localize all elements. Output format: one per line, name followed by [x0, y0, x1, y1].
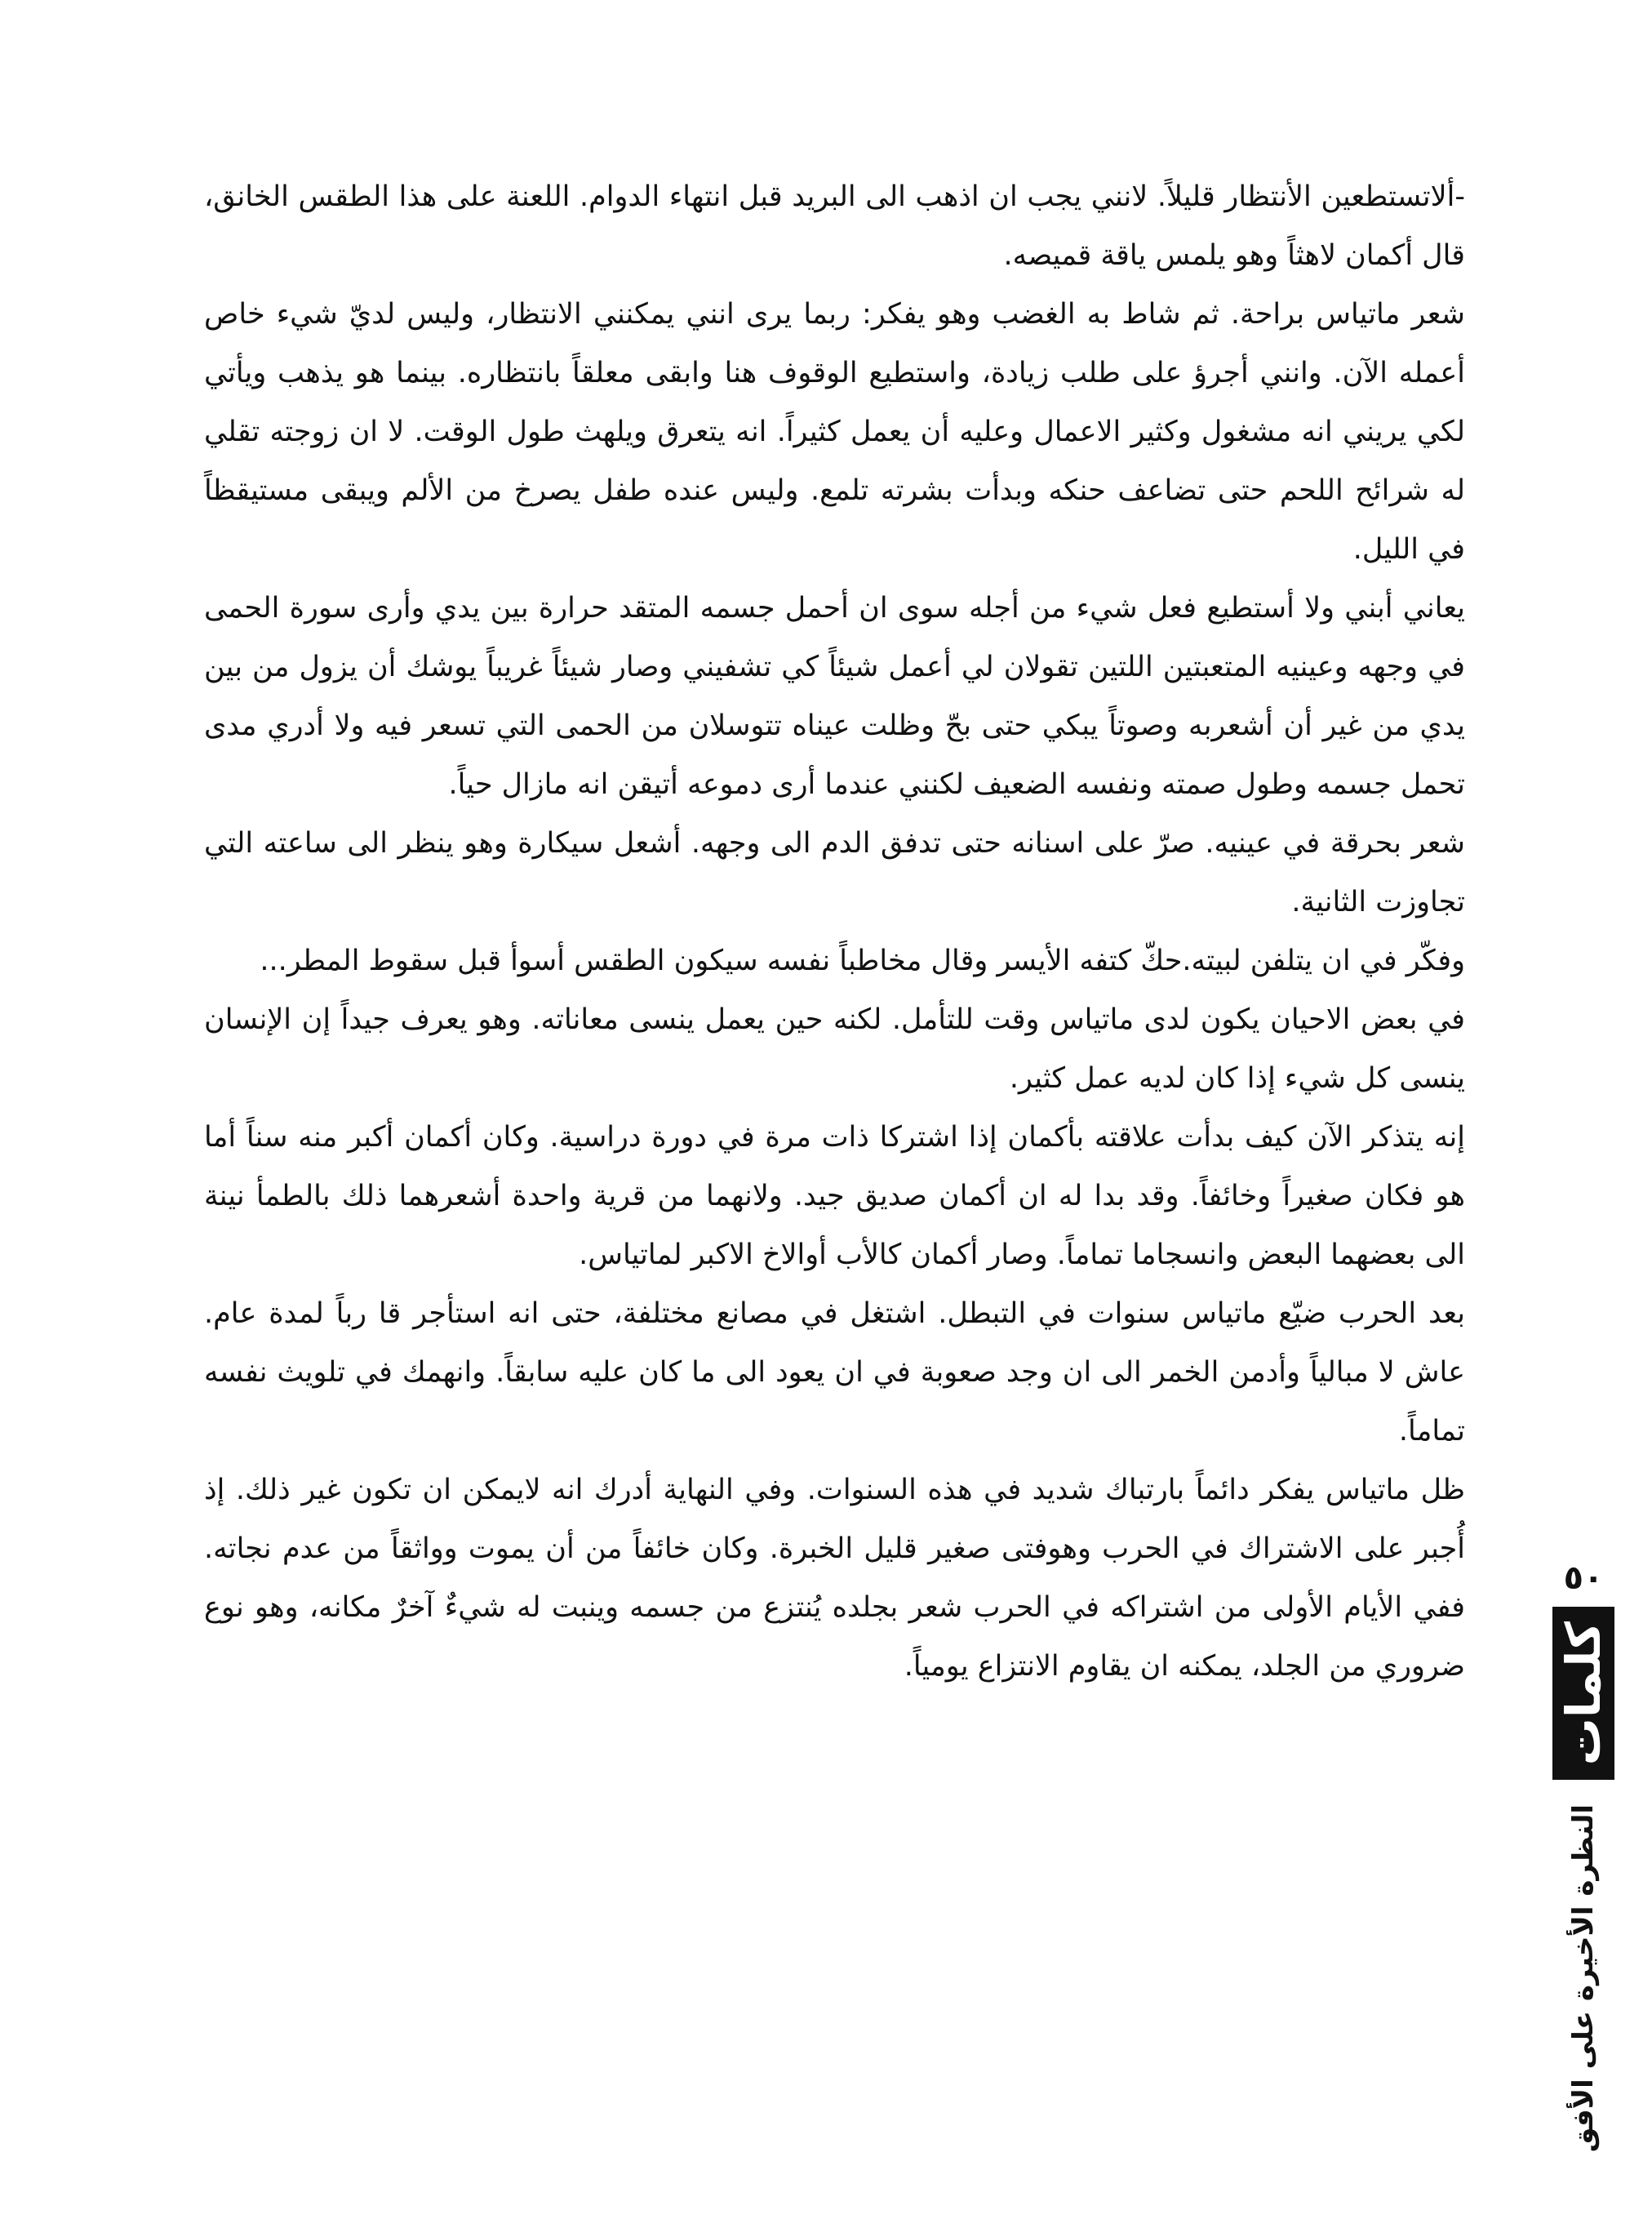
running-header-text: النظرة الأخيرة على الأفق	[1567, 1804, 1600, 2153]
paragraph-7: إنه يتذكر الآن كيف بدأت علاقته بأكمان إذا اشتركا ذات مرة في دورة دراسية. وكان أكمان أكبر منه سناً أما هو فكان صغيراً وخائفاً. وقد بدا له ان أكمان صديق جيد. ولانهما من قرية واحدة أشعرهما ذلك بالطمأ نينة الى بعضهما البعض وانسجاما تماماً. وصار أكمان كالأب أوالاخ الاكبر لماتياس.	[204, 1121, 1465, 1271]
publication-logo	[1552, 1607, 1614, 1780]
page-number: ٥٠	[1563, 1559, 1604, 1597]
paragraph-5: وفكّر في ان يتلفن لبيته.حكّ كتفه الأيسر وقال مخاطباً نفسه سيكون الطقس أسوأ قبل سقوط المطر...	[260, 945, 1465, 977]
paragraph-4: شعر بحرقة في عينيه. صرّ على اسنانه حتى تدفق الدم الى وجهه. أشعل سيكارة وهو ينظر الى ساعته التي تجاوزت الثانية.	[204, 827, 1465, 918]
paragraph-9: ظل ماتياس يفكر دائماً بارتباك شديد في هذه السنوات. وفي النهاية أدرك انه لايمكن ان تكون غير ذلك. إذ أُجبر على الاشتراك في الحرب وهوفتى صغير قليل الخبرة. وكان خائفاً من أن يموت وواثقاً من عدم نجاته. ففي الأيام الأولى من اشتراكه في الحرب شعر بجلده يُنتزع من جسمه وينبت له شيءٌ آخرٌ مكانه، وهو نوع ضروري من الجلد، يمكنه ان يقاوم الانتزاع يومياً.	[204, 1474, 1465, 1683]
publication-logo-text: كلمات	[1556, 1621, 1611, 1766]
paragraph-1: -ألاتستطعين الأنتظار قليلاً. لانني يجب ان اذهب الى البريد قبل انتهاء الدوام. اللعنة على هذا الطقس الخانق، قال أكمان لاهثاً وهو يلمس ياقة قميصه.	[204, 180, 1465, 272]
body-text	[204, 167, 1465, 1696]
paragraph-6: في بعض الاحيان يكون لدى ماتياس وقت للتأمل. لكنه حين يعمل ينسى معاناته. وهو يعرف جيداً إن الإنسان ينسى كل شيء إذا كان لديه عمل كثير.	[204, 1003, 1465, 1095]
running-header	[1552, 1804, 1614, 2153]
paragraph-2: شعر ماتياس براحة. ثم شاط به الغضب وهو يفكر: ربما يرى انني يمكنني الانتظار، وليس لديّ شيء خاص أعمله الآن. وانني أجرؤ على طلب زيادة، واستطيع الوقوف هنا وابقى معلقاً بانتظاره. بينما هو يذهب ويأتي لكي يريني انه مشغول وكثير الاعمال وعليه أن يعمل كثيراً. انه يتعرق ويلهث طول الوقت. لا ان زوجته تقلي له شرائح اللحم حتى تضاعف حنكه وبدأت بشرته تلمع. وليس عنده طفل يصرخ من الألم ويبقى مستيقظاً في الليل.	[204, 298, 1465, 566]
paragraph-8: بعد الحرب ضيّع ماتياس سنوات في التبطل. اشتغل في مصانع مختلفة، حتى انه استأجر قا رباً لمدة عام. عاش لا مبالياً وأدمن الخمر الى ان وجد صعوبة في ان يعود الى ما كان عليه سابقاً. وانهمك في تلويث نفسه تماماً.	[204, 1297, 1465, 1448]
paragraph-3: يعاني أبني ولا أستطيع فعل شيء من أجله سوى ان أحمل جسمه المتقد حرارة بين يدي وأرى سورة الحمى في وجهه وعينيه المتعبتين اللتين تقولان لي أعمل شيئاً كي تشفيني وصار شيئاً غريباً يوشك أن يزول من بين يدي من غير أن أشعربه وصوتاً يبكي حتى بحّ وظلت عيناه تتوسلان من الحمى التي تسعر فيه ولا أدري مدى تحمل جسمه وطول صمته ونفسه الضعيف لكنني عندما أرى دموعه أتيقن انه مازال حياً.	[204, 592, 1465, 801]
